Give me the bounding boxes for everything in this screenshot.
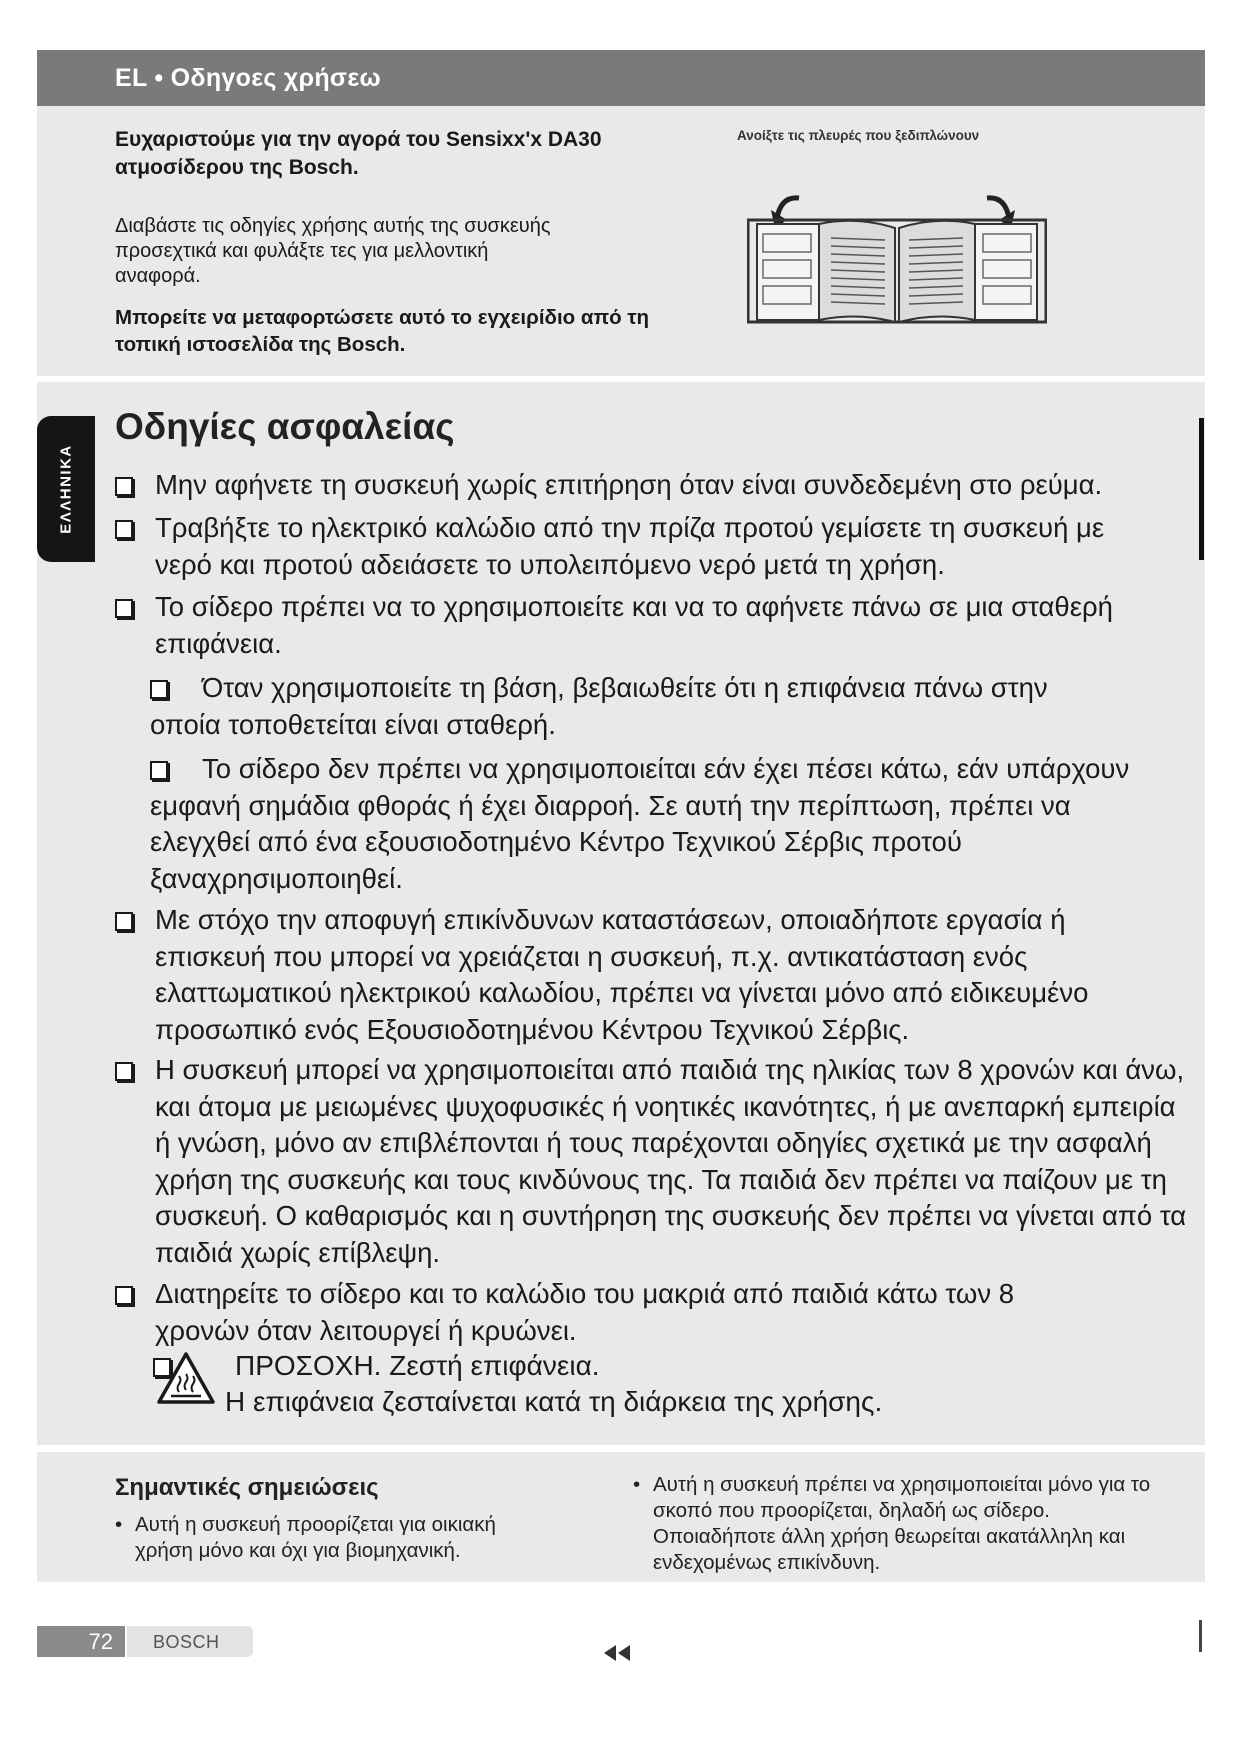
checkbox-icon (150, 680, 168, 699)
important-notes-section (37, 1452, 1205, 1582)
notes-title: Σημαντικές σημειώσεις (115, 1474, 379, 1501)
section-title: Οδηγίες ασφαλείας (115, 406, 455, 447)
warning-text: Η επιφάνεια ζεσταίνεται κατά τη διάρκεια της χρήσης. (225, 1386, 883, 1417)
note-item: • Αυτή η συσκευή προορίζεται για οικιακή χρήση μόνο και όχι για βιομηχανική. (115, 1512, 555, 1564)
margin-marker (1199, 418, 1204, 560)
page-number: 72 (88, 1629, 113, 1654)
note-item: • Αυτή η συσκευή πρέπει να χρησιμοποιείται μόνο για το σκοπό που προορίζεται, δηλαδή ως σίδερο. Οποιαδήποτε άλλη χρήση θεωρείται ακατάλληλη και ενδεχομένως επικίνδυνη. (633, 1472, 1153, 1576)
intro-section (37, 106, 1205, 376)
safety-rule: Το σίδερο πρέπει να το χρησιμοποιείτε και να το αφήνετε πάνω σε μια σταθερή επιφάνεια. (115, 589, 1115, 662)
page-number-box (37, 1626, 125, 1657)
footer-margin-marker (1199, 1620, 1202, 1652)
header-bar (37, 50, 1205, 106)
safety-rule: Διατηρείτε το σίδερο και το καλώδιο του μακριά από παιδιά κάτω των 8 χρονών όταν λειτουργεί ή κρυώνει. (115, 1276, 1115, 1349)
language-tab-label: ΕΛΛΗΝΙΚΑ (57, 444, 75, 534)
safety-rule-sub: Όταν χρησιμοποιείτε τη βάση, βεβαιωθείτε ότι η επιφάνεια πάνω στην οποία τοποθετείται είναι σταθερή. (150, 672, 1048, 740)
header-title: EL • Οδηγοες χρήσεω (115, 64, 381, 92)
footer-brand-tab (127, 1626, 253, 1657)
intro-thanks: Ευχαριστούμε για την αγορά του Sensixx'x DA30 ατμοσίδερου της Bosch. (115, 128, 602, 179)
safety-rule: Με στόχο την αποφυγή επικίνδυνων καταστάσεων, οποιαδήποτε εργασία ή επισκευή που μπορεί να χρειάζεται η συσκευή, π.χ. αντικατάσταση ενός ελαττωματικού ηλεκτρικού καλωδίου, πρέπει να γίνεται μόνο από ειδικευμένο προσωπικό ενός Εξουσιοδοτημένου Κέντρου Τεχνικού Σέρβις. (115, 902, 1135, 1048)
checkbox-icon (150, 761, 168, 780)
checkbox-icon (115, 1062, 133, 1081)
checkbox-icon (115, 912, 133, 931)
fold-out-booklet-icon (747, 152, 1047, 388)
hot-surface-warning (153, 1348, 1053, 1428)
checkbox-icon (115, 599, 133, 618)
intro-download-note: Μπορείτε να μεταφορτώσετε αυτό το εγχειρίδιο από τη τοπική ιστοσελίδα της Bosch. (115, 306, 650, 356)
language-tab (37, 416, 95, 562)
safety-rule-sub: Το σίδερο δεν πρέπει να χρησιμοποιείται εάν έχει πέσει κάτω, εάν υπάρχουν εμφανή σημάδια φθοράς ή έχει διαρροή. Σε αυτή την περίπτωση, πρέπει να ελεγχθεί από ένα εξουσιοδοτημένο Κέντρο Τεχνικού Σέρβις προτού ξαναχρησιμοποιηθεί. (150, 753, 1130, 894)
safety-rule: Μην αφήνετε τη συσκευή χωρίς επιτήρηση όταν είναι συνδεδεμένη στο ρεύμα. (115, 467, 1145, 504)
warning-title: ΠΡΟΣΟΧΗ. Ζεστή επιφάνεια. (235, 1350, 600, 1381)
footer-brand: BOSCH (153, 1632, 220, 1652)
fold-out-caption: Ανοίξτε τις πλευρές που ξεδιπλώνουν (737, 128, 980, 143)
checkbox-icon (115, 520, 133, 539)
rewind-icon (600, 1642, 636, 1664)
intro-read-instructions: Διαβάστε τις οδηγίες χρήσης αυτής της συσκευής προσεχτικά και φυλάξτε τες για μελλοντική αναφορά. (115, 215, 551, 287)
checkbox-icon (115, 1286, 133, 1305)
safety-rule: Τραβήξτε το ηλεκτρικό καλώδιο από την πρίζα προτού γεμίσετε τη συσκευή με νερό και προτού αδειάσετε το υπολειπόμενο νερό μετά τη χρήση. (115, 510, 1145, 583)
checkbox-icon (115, 477, 133, 496)
hot-surface-icon (155, 1350, 217, 1406)
safety-rule: Η συσκευή μπορεί να χρησιμοποιείται από παιδιά της ηλικίας των 8 χρονών και άνω, και άτομα με μειωμένες ψυχοφυσικές ή νοητικές ικανότητες, ή με ανεπαρκή εμπειρία ή γνώση, μόνο αν επιβλέπονται ή τους παρέχονται οδηγίες σχετικά με την ασφαλή χρήση της συσκευής και τους κινδύνους της. Τα παιδιά δεν πρέπει να παίζουν με τη συσκευή. Ο καθαρισμός και η συντήρηση της συσκευής δεν πρέπει να γίνεται από τα παιδιά χωρίς επίβλεψη. (115, 1052, 1195, 1271)
